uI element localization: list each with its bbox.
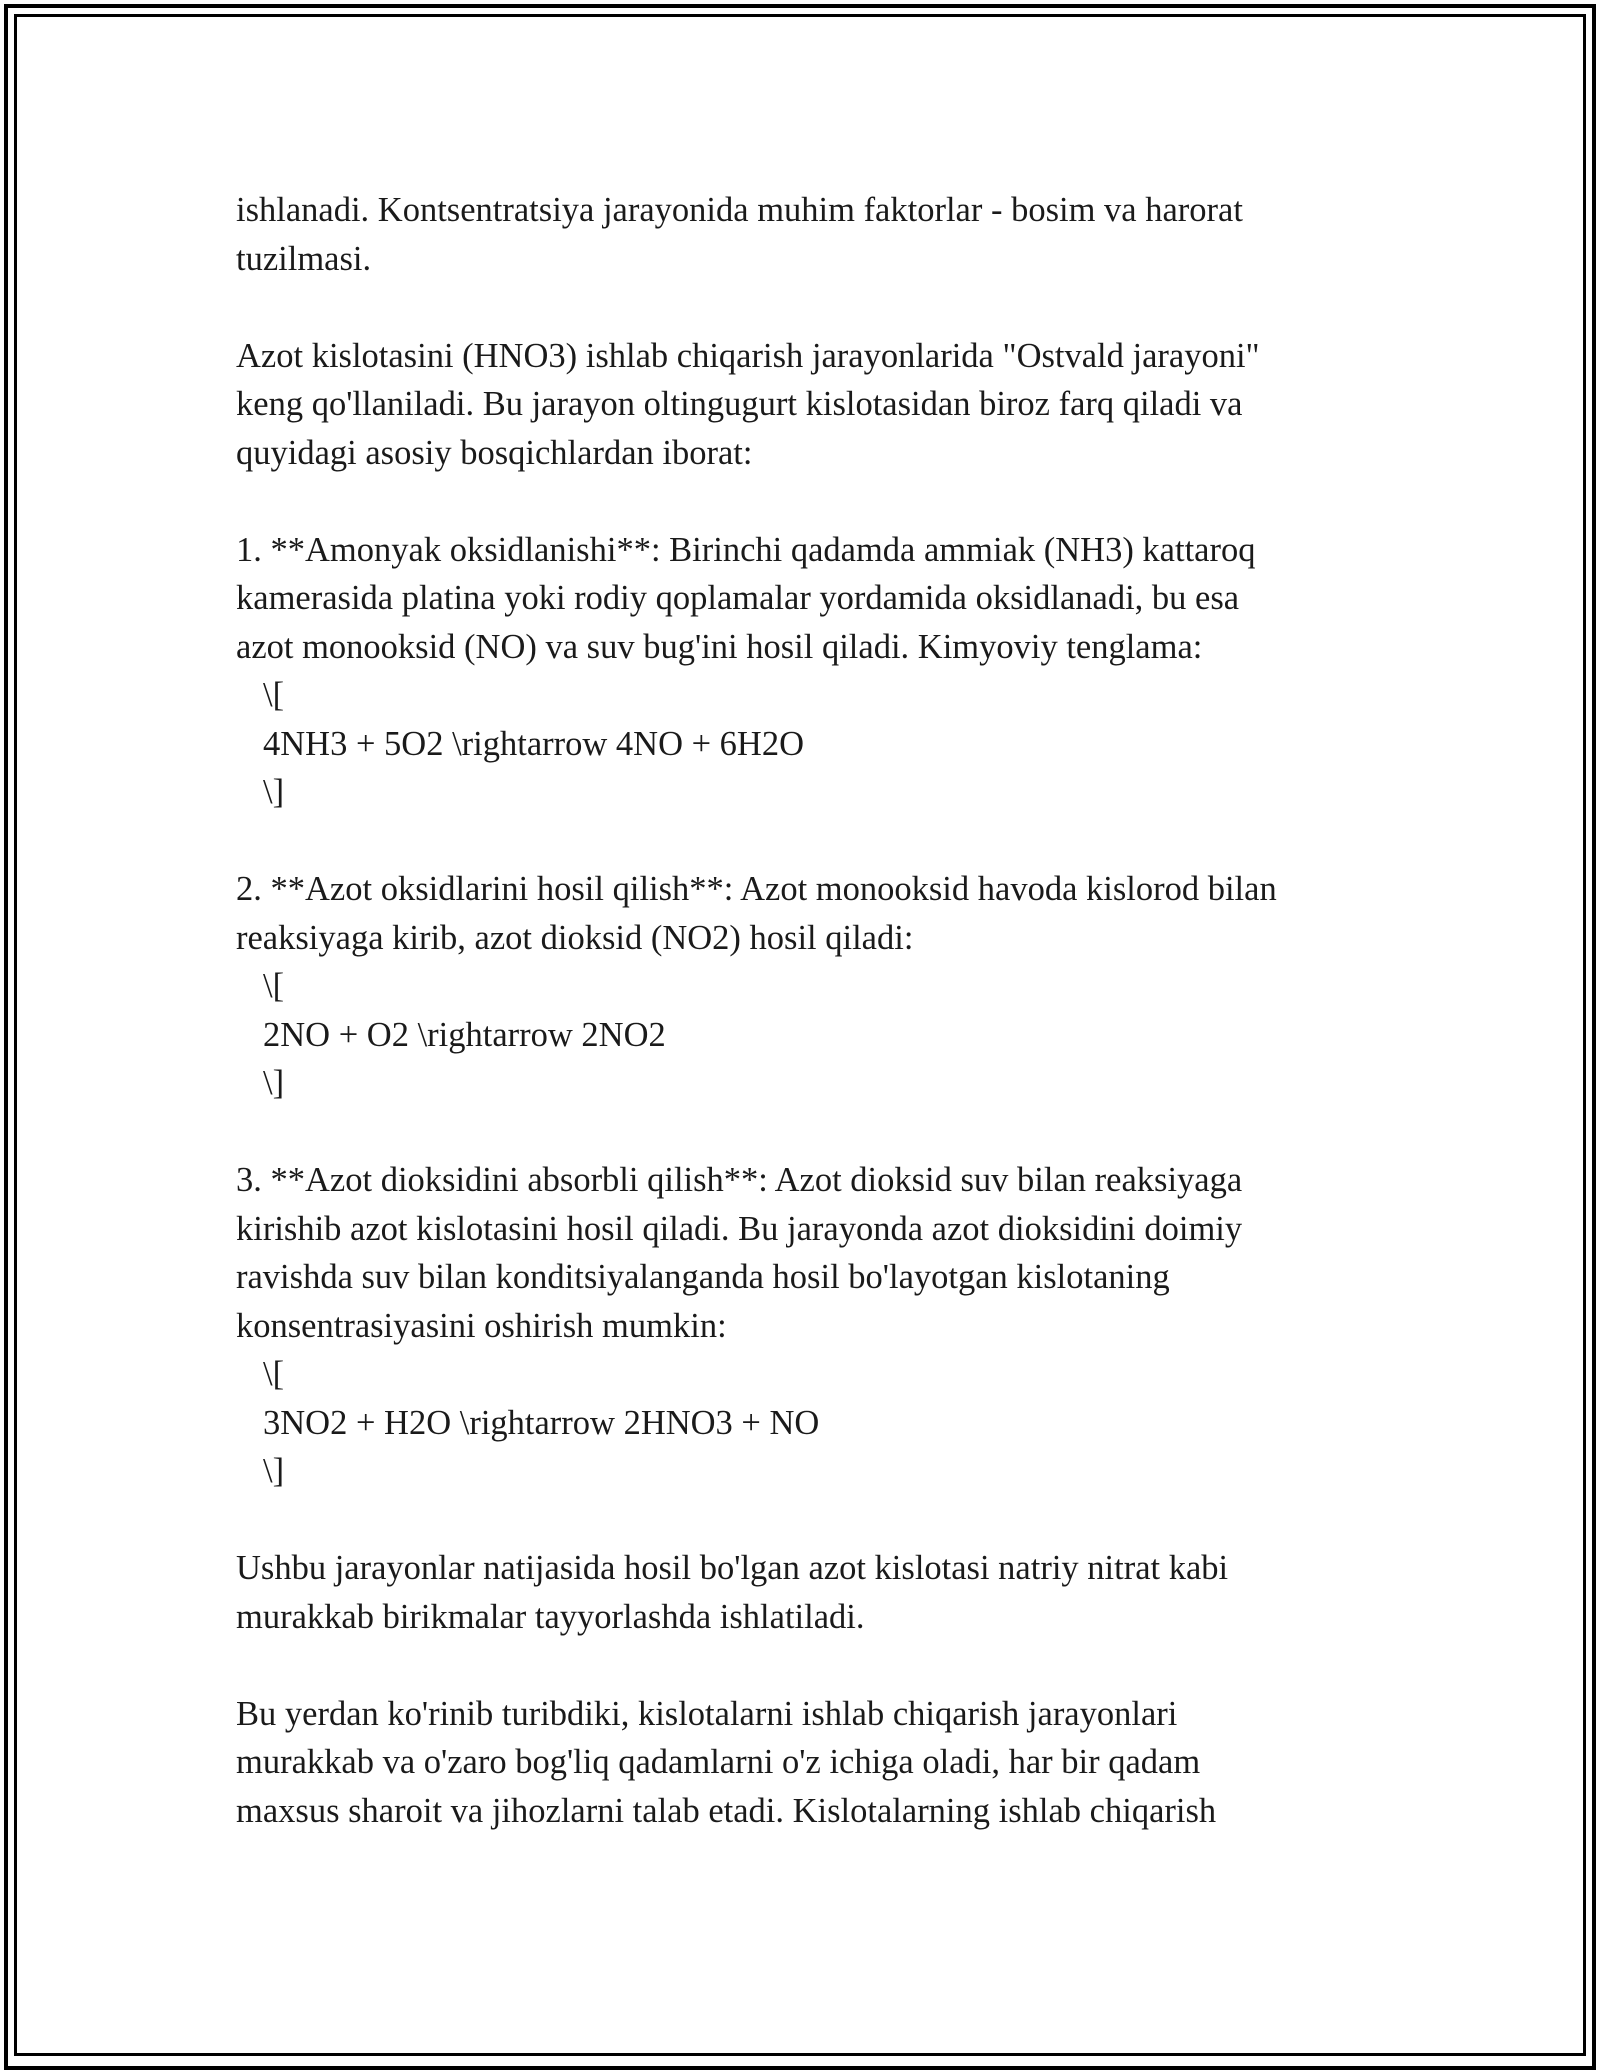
equation-block	[236, 1350, 1376, 1496]
equation-open: \[	[263, 1355, 285, 1393]
text-line: kamerasida platina yoki rodiy qoplamalar yordamida oksidlanadi, bu esa	[236, 579, 1240, 617]
text-line: murakkab va o'zaro bog'liq qadamlarni o'z ichiga oladi, har bir qadam	[236, 1743, 1201, 1781]
text-line: konsentrasiyasini oshirish mumkin:	[236, 1306, 727, 1345]
text-line: quyidagi asosiy bosqichlardan iborat:	[236, 433, 753, 472]
equation-close: \]	[263, 773, 285, 811]
equation-body: 4NH3 + 5O2 \rightarrow 4NO + 6H2O	[263, 724, 805, 763]
text-line: kirishib azot kislotasini hosil qiladi. Bu jarayonda azot dioksidini doimiy	[236, 1209, 1243, 1248]
text-line: maxsus sharoit va jihozlarni talab etadi. Kislotalarning ishlab chiqarish	[236, 1791, 1217, 1830]
text-line: ravishda suv bilan konditsiyalanganda hosil bo'layotgan kislotaning	[236, 1258, 1170, 1296]
list-item-step-2	[236, 865, 1376, 1108]
equation-close: \]	[263, 1452, 285, 1490]
text-line: 2. **Azot oksidlarini hosil qilish**: Azot monooksid havoda kislorod bilan	[236, 870, 1277, 908]
equation-close: \]	[263, 1064, 285, 1102]
equation-block	[236, 671, 1376, 817]
equation-body: 2NO + O2 \rightarrow 2NO2	[263, 1015, 666, 1054]
text-line: ishlanadi. Kontsentratsiya jarayonida muhim faktorlar - bosim va harorat	[236, 191, 1243, 229]
equation-open: \[	[263, 967, 285, 1005]
text-line: murakkab birikmalar tayyorlashda ishlatiladi.	[236, 1597, 865, 1636]
equation-open: \[	[263, 676, 285, 714]
paragraph-ostwald-intro	[236, 332, 1376, 478]
list-item-step-1	[236, 526, 1376, 817]
text-line: 3. **Azot dioksidini absorbli qilish**: Azot dioksid suv bilan reaksiyaga	[236, 1161, 1243, 1199]
text-line: tuzilmasi.	[236, 239, 372, 278]
text-line: 1. **Amonyak oksidlanishi**: Birinchi qadamda ammiak (NH3) kattaroq	[236, 530, 1256, 569]
text-line: keng qo'llaniladi. Bu jarayon oltingugurt kislotasidan biroz farq qiladi va	[236, 385, 1243, 423]
equation-block	[236, 962, 1376, 1108]
text-line: Bu yerdan ko'rinib turibdiki, kislotalarni ishlab chiqarish jarayonlari	[236, 1694, 1178, 1733]
text-line: Azot kislotasini (HNO3) ishlab chiqarish jarayonlarida "Ostvald jarayoni"	[236, 336, 1260, 375]
text-line: azot monooksid (NO) va suv bug'ini hosil qiladi. Kimyoviy tenglama:	[236, 627, 1203, 666]
list-item-step-3	[236, 1156, 1376, 1496]
document-body	[236, 186, 1376, 1835]
paragraph-intro-continuation	[236, 186, 1376, 283]
text-line: reaksiyaga kirib, azot dioksid (NO2) hosil qiladi:	[236, 918, 914, 957]
equation-body: 3NO2 + H2O \rightarrow 2HNO3 + NO	[263, 1403, 820, 1442]
paragraph-conclusion	[236, 1690, 1376, 1836]
text-line: Ushbu jarayonlar natijasida hosil bo'lgan azot kislotasi natriy nitrat kabi	[236, 1549, 1229, 1587]
paragraph-result	[236, 1544, 1376, 1641]
